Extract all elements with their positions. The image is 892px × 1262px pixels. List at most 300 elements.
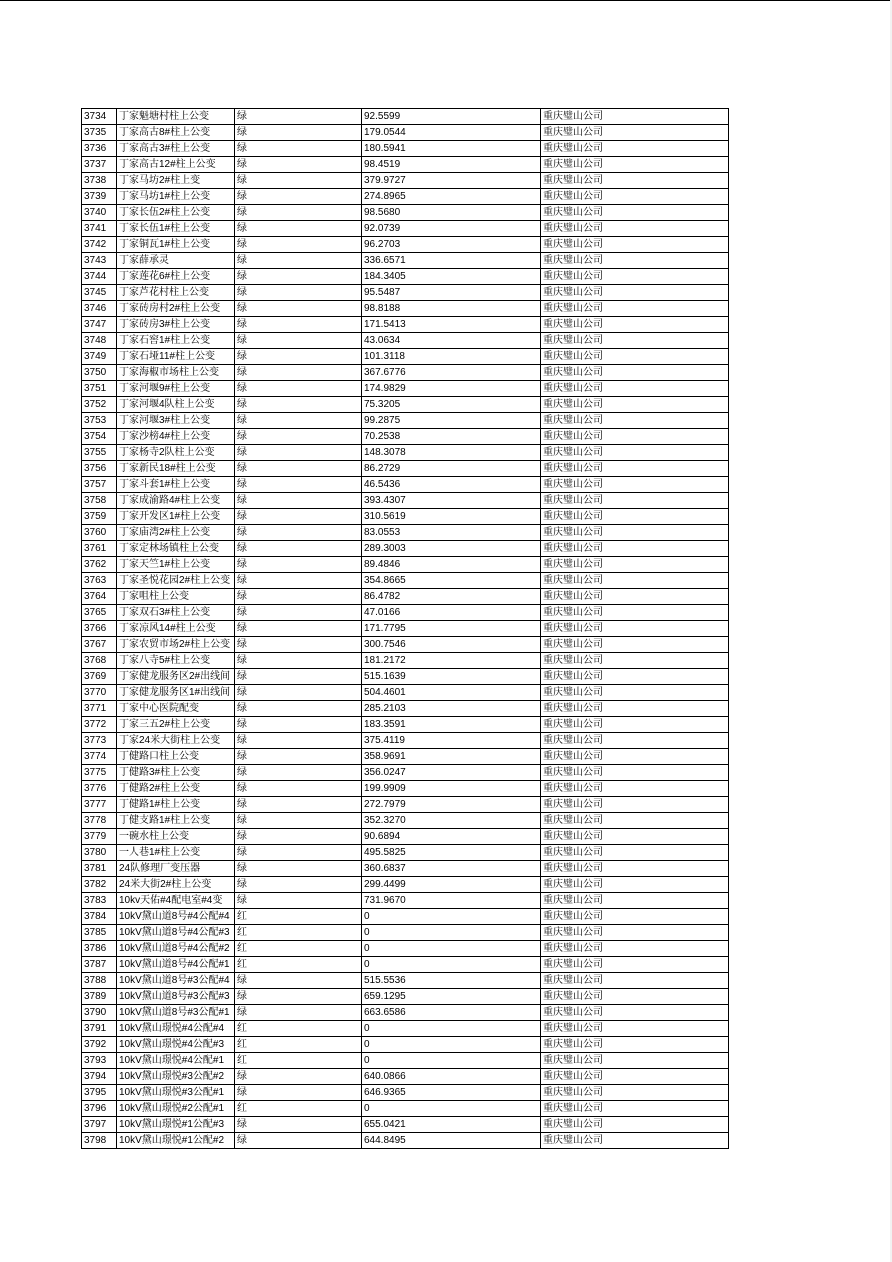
table-row [82,797,729,813]
table-row [82,1101,729,1117]
company-cell: 重庆璧山公司 [541,701,729,717]
company-cell: 重庆璧山公司 [541,669,729,685]
company-cell: 重庆璧山公司 [541,1053,729,1069]
value-cell: 379.9727 [362,173,541,189]
value-cell: 183.3591 [362,717,541,733]
value-cell: 360.6837 [362,861,541,877]
status-cell: 绿 [235,765,362,781]
row-id-cell: 3790 [82,1005,117,1021]
table-row [82,205,729,221]
company-cell: 重庆璧山公司 [541,813,729,829]
row-id-cell: 3745 [82,285,117,301]
transformer-name-cell: 丁健路1#柱上公变 [117,797,235,813]
transformer-name-cell: 10kV黛山道8号#3公配#4 [117,973,235,989]
company-cell: 重庆璧山公司 [541,461,729,477]
status-cell: 绿 [235,445,362,461]
company-cell: 重庆璧山公司 [541,749,729,765]
table-row [82,477,729,493]
transformer-name-cell: 丁家开发区1#柱上公变 [117,509,235,525]
transformer-name-cell: 丁家咀柱上公变 [117,589,235,605]
value-cell: 0 [362,925,541,941]
transformer-name-cell: 丁家石垭11#柱上公变 [117,349,235,365]
company-cell: 重庆璧山公司 [541,685,729,701]
value-cell: 86.4782 [362,589,541,605]
value-cell: 663.6586 [362,1005,541,1021]
value-cell: 336.6571 [362,253,541,269]
table-row [82,461,729,477]
value-cell: 0 [362,1101,541,1117]
company-cell: 重庆璧山公司 [541,125,729,141]
value-cell: 356.0247 [362,765,541,781]
company-cell: 重庆璧山公司 [541,477,729,493]
value-cell: 285.2103 [362,701,541,717]
value-cell: 515.5536 [362,973,541,989]
value-cell: 0 [362,909,541,925]
company-cell: 重庆璧山公司 [541,1117,729,1133]
value-cell: 310.5619 [362,509,541,525]
table-row [82,1037,729,1053]
row-id-cell: 3740 [82,205,117,221]
company-cell: 重庆璧山公司 [541,845,729,861]
transformer-name-cell: 丁家新民18#柱上公变 [117,461,235,477]
row-id-cell: 3783 [82,893,117,909]
data-table [81,108,729,1149]
row-id-cell: 3750 [82,365,117,381]
status-cell: 绿 [235,301,362,317]
company-cell: 重庆璧山公司 [541,269,729,285]
value-cell: 96.2703 [362,237,541,253]
transformer-name-cell: 丁家成渝路4#柱上公变 [117,493,235,509]
row-id-cell: 3769 [82,669,117,685]
table-row [82,637,729,653]
status-cell: 绿 [235,605,362,621]
row-id-cell: 3749 [82,349,117,365]
table-row [82,1021,729,1037]
value-cell: 86.2729 [362,461,541,477]
table-row [82,861,729,877]
table-row [82,301,729,317]
transformer-name-cell: 丁家中心医院配变 [117,701,235,717]
status-cell: 绿 [235,141,362,157]
table-row [82,285,729,301]
value-cell: 47.0166 [362,605,541,621]
status-cell: 红 [235,1021,362,1037]
table-row [82,701,729,717]
status-cell: 绿 [235,557,362,573]
value-cell: 101.3118 [362,349,541,365]
transformer-name-cell: 10kV黛山道8号#3公配#1 [117,1005,235,1021]
transformer-name-cell: 丁家河堰3#柱上公变 [117,413,235,429]
transformer-name-cell: 丁家凉风14#柱上公变 [117,621,235,637]
value-cell: 495.5825 [362,845,541,861]
transformer-name-cell: 丁家健龙服务区1#出线间 [117,685,235,701]
table-row [82,685,729,701]
company-cell: 重庆璧山公司 [541,1037,729,1053]
table-row [82,429,729,445]
company-cell: 重庆璧山公司 [541,781,729,797]
value-cell: 89.4846 [362,557,541,573]
value-cell: 640.0866 [362,1069,541,1085]
table-row [82,781,729,797]
transformer-name-cell: 丁家杨寺2队柱上公变 [117,445,235,461]
table-row [82,445,729,461]
status-cell: 绿 [235,269,362,285]
company-cell: 重庆璧山公司 [541,925,729,941]
company-cell: 重庆璧山公司 [541,381,729,397]
table-row [82,1133,729,1149]
company-cell: 重庆璧山公司 [541,157,729,173]
table-row [82,1117,729,1133]
table-row [82,237,729,253]
value-cell: 179.0544 [362,125,541,141]
table-row [82,957,729,973]
transformer-name-cell: 丁家铜瓦1#柱上公变 [117,237,235,253]
transformer-name-cell: 丁家长伍1#柱上公变 [117,221,235,237]
table-row [82,909,729,925]
value-cell: 181.2172 [362,653,541,669]
status-cell: 绿 [235,861,362,877]
value-cell: 98.5680 [362,205,541,221]
value-cell: 354.8665 [362,573,541,589]
company-cell: 重庆璧山公司 [541,765,729,781]
table-row [82,925,729,941]
table-row [82,381,729,397]
status-cell: 绿 [235,477,362,493]
status-cell: 绿 [235,589,362,605]
transformer-name-cell: 丁家沙榜4#柱上公变 [117,429,235,445]
value-cell: 0 [362,1053,541,1069]
status-cell: 绿 [235,989,362,1005]
status-cell: 绿 [235,749,362,765]
status-cell: 绿 [235,509,362,525]
status-cell: 绿 [235,1117,362,1133]
table-row [82,557,729,573]
row-id-cell: 3777 [82,797,117,813]
table-row [82,541,729,557]
transformer-name-cell: 丁家高古8#柱上公变 [117,125,235,141]
table-row [82,189,729,205]
table-row [82,141,729,157]
table-row [82,973,729,989]
company-cell: 重庆璧山公司 [541,1005,729,1021]
company-cell: 重庆璧山公司 [541,317,729,333]
transformer-name-cell: 丁家砖房3#柱上公变 [117,317,235,333]
company-cell: 重庆璧山公司 [541,1085,729,1101]
status-cell: 绿 [235,493,362,509]
row-id-cell: 3752 [82,397,117,413]
row-id-cell: 3792 [82,1037,117,1053]
company-cell: 重庆璧山公司 [541,893,729,909]
value-cell: 0 [362,957,541,973]
row-id-cell: 3764 [82,589,117,605]
table-row [82,173,729,189]
row-id-cell: 3768 [82,653,117,669]
row-id-cell: 3776 [82,781,117,797]
row-id-cell: 3759 [82,509,117,525]
company-cell: 重庆璧山公司 [541,189,729,205]
row-id-cell: 3744 [82,269,117,285]
value-cell: 46.5436 [362,477,541,493]
value-cell: 367.6776 [362,365,541,381]
company-cell: 重庆璧山公司 [541,829,729,845]
company-cell: 重庆璧山公司 [541,797,729,813]
value-cell: 99.2875 [362,413,541,429]
row-id-cell: 3767 [82,637,117,653]
status-cell: 绿 [235,621,362,637]
company-cell: 重庆璧山公司 [541,557,729,573]
company-cell: 重庆璧山公司 [541,301,729,317]
status-cell: 绿 [235,973,362,989]
transformer-name-cell: 24米大街2#柱上公变 [117,877,235,893]
table-row [82,1069,729,1085]
table-row [82,1053,729,1069]
row-id-cell: 3796 [82,1101,117,1117]
value-cell: 289.3003 [362,541,541,557]
transformer-name-cell: 丁家莲花6#柱上公变 [117,269,235,285]
table-row [82,605,729,621]
table-row [82,893,729,909]
transformer-name-cell: 丁家河堰4队柱上公变 [117,397,235,413]
value-cell: 98.8188 [362,301,541,317]
status-cell: 绿 [235,365,362,381]
company-cell: 重庆璧山公司 [541,573,729,589]
transformer-name-cell: 丁家马坊2#柱上变 [117,173,235,189]
transformer-name-cell: 丁家芦花村柱上公变 [117,285,235,301]
table-row [82,317,729,333]
table-row [82,397,729,413]
company-cell: 重庆璧山公司 [541,941,729,957]
table-row [82,589,729,605]
transformer-name-cell: 10kV黛山璟悦#4公配#4 [117,1021,235,1037]
company-cell: 重庆璧山公司 [541,717,729,733]
row-id-cell: 3787 [82,957,117,973]
row-id-cell: 3760 [82,525,117,541]
transformer-name-cell: 丁家砖房村2#柱上公变 [117,301,235,317]
row-id-cell: 3794 [82,1069,117,1085]
table-row [82,749,729,765]
company-cell: 重庆璧山公司 [541,1101,729,1117]
transformer-name-cell: 丁家魁塘村柱上公变 [117,109,235,125]
status-cell: 绿 [235,797,362,813]
status-cell: 红 [235,925,362,941]
table-row [82,989,729,1005]
row-id-cell: 3753 [82,413,117,429]
transformer-name-cell: 丁家健龙服务区2#出线间 [117,669,235,685]
table-row [82,253,729,269]
value-cell: 655.0421 [362,1117,541,1133]
company-cell: 重庆璧山公司 [541,605,729,621]
company-cell: 重庆璧山公司 [541,525,729,541]
company-cell: 重庆璧山公司 [541,509,729,525]
status-cell: 绿 [235,525,362,541]
company-cell: 重庆璧山公司 [541,141,729,157]
company-cell: 重庆璧山公司 [541,397,729,413]
table-row [82,573,729,589]
transformer-name-cell: 10kV黛山璟悦#1公配#3 [117,1117,235,1133]
row-id-cell: 3771 [82,701,117,717]
row-id-cell: 3762 [82,557,117,573]
row-id-cell: 3758 [82,493,117,509]
transformer-name-cell: 丁家薛承灵 [117,253,235,269]
row-id-cell: 3795 [82,1085,117,1101]
row-id-cell: 3743 [82,253,117,269]
value-cell: 92.5599 [362,109,541,125]
status-cell: 红 [235,957,362,973]
status-cell: 绿 [235,685,362,701]
status-cell: 绿 [235,109,362,125]
value-cell: 375.4119 [362,733,541,749]
row-id-cell: 3736 [82,141,117,157]
status-cell: 绿 [235,333,362,349]
status-cell: 红 [235,1101,362,1117]
status-cell: 绿 [235,285,362,301]
company-cell: 重庆璧山公司 [541,733,729,749]
row-id-cell: 3766 [82,621,117,637]
status-cell: 红 [235,909,362,925]
transformer-name-cell: 丁家八寺5#柱上公变 [117,653,235,669]
value-cell: 83.0553 [362,525,541,541]
row-id-cell: 3748 [82,333,117,349]
company-cell: 重庆璧山公司 [541,349,729,365]
status-cell: 绿 [235,237,362,253]
value-cell: 95.5487 [362,285,541,301]
transformer-name-cell: 10kV黛山道8号#4公配#1 [117,957,235,973]
transformer-name-cell: 丁家马坊1#柱上公变 [117,189,235,205]
value-cell: 659.1295 [362,989,541,1005]
row-id-cell: 3774 [82,749,117,765]
value-cell: 299.4499 [362,877,541,893]
value-cell: 0 [362,1037,541,1053]
status-cell: 绿 [235,173,362,189]
status-cell: 绿 [235,653,362,669]
row-id-cell: 3786 [82,941,117,957]
value-cell: 184.3405 [362,269,541,285]
status-cell: 绿 [235,461,362,477]
company-cell: 重庆璧山公司 [541,973,729,989]
status-cell: 绿 [235,413,362,429]
row-id-cell: 3770 [82,685,117,701]
status-cell: 绿 [235,829,362,845]
transformer-name-cell: 10kV黛山璟悦#4公配#3 [117,1037,235,1053]
table-row [82,621,729,637]
row-id-cell: 3797 [82,1117,117,1133]
company-cell: 重庆璧山公司 [541,285,729,301]
row-id-cell: 3788 [82,973,117,989]
status-cell: 绿 [235,781,362,797]
transformer-name-cell: 10kV黛山璟悦#4公配#1 [117,1053,235,1069]
company-cell: 重庆璧山公司 [541,861,729,877]
table-row [82,157,729,173]
company-cell: 重庆璧山公司 [541,1069,729,1085]
status-cell: 红 [235,941,362,957]
value-cell: 171.7795 [362,621,541,637]
row-id-cell: 3785 [82,925,117,941]
company-cell: 重庆璧山公司 [541,205,729,221]
value-cell: 515.1639 [362,669,541,685]
row-id-cell: 3739 [82,189,117,205]
transformer-name-cell: 丁家三五2#柱上公变 [117,717,235,733]
status-cell: 绿 [235,381,362,397]
row-id-cell: 3789 [82,989,117,1005]
value-cell: 352.3270 [362,813,541,829]
status-cell: 绿 [235,701,362,717]
company-cell: 重庆璧山公司 [541,333,729,349]
transformer-name-cell: 丁家斗套1#柱上公变 [117,477,235,493]
company-cell: 重庆璧山公司 [541,253,729,269]
company-cell: 重庆璧山公司 [541,1021,729,1037]
company-cell: 重庆璧山公司 [541,1133,729,1149]
page-top-border [0,0,892,1]
row-id-cell: 3751 [82,381,117,397]
company-cell: 重庆璧山公司 [541,173,729,189]
company-cell: 重庆璧山公司 [541,221,729,237]
transformer-name-cell: 10kV黛山璟悦#2公配#1 [117,1101,235,1117]
status-cell: 绿 [235,317,362,333]
transformer-name-cell: 丁家庙湾2#柱上公变 [117,525,235,541]
row-id-cell: 3791 [82,1021,117,1037]
company-cell: 重庆璧山公司 [541,365,729,381]
value-cell: 174.9829 [362,381,541,397]
transformer-name-cell: 丁家高古3#柱上公变 [117,141,235,157]
table-row [82,333,729,349]
row-id-cell: 3738 [82,173,117,189]
company-cell: 重庆璧山公司 [541,445,729,461]
value-cell: 148.3078 [362,445,541,461]
status-cell: 绿 [235,429,362,445]
table-row [82,413,729,429]
company-cell: 重庆璧山公司 [541,429,729,445]
value-cell: 0 [362,1021,541,1037]
value-cell: 180.5941 [362,141,541,157]
status-cell: 绿 [235,813,362,829]
status-cell: 绿 [235,877,362,893]
status-cell: 绿 [235,125,362,141]
transformer-name-cell: 丁健支路1#柱上公变 [117,813,235,829]
company-cell: 重庆璧山公司 [541,237,729,253]
row-id-cell: 3781 [82,861,117,877]
transformer-name-cell: 丁家石窖1#柱上公变 [117,333,235,349]
status-cell: 绿 [235,845,362,861]
company-cell: 重庆璧山公司 [541,589,729,605]
row-id-cell: 3784 [82,909,117,925]
status-cell: 绿 [235,637,362,653]
status-cell: 绿 [235,205,362,221]
transformer-name-cell: 10kV黛山璟悦#3公配#1 [117,1085,235,1101]
row-id-cell: 3757 [82,477,117,493]
row-id-cell: 3793 [82,1053,117,1069]
row-id-cell: 3779 [82,829,117,845]
value-cell: 43.0634 [362,333,541,349]
transformer-name-cell: 丁家高古12#柱上公变 [117,157,235,173]
table-row [82,941,729,957]
status-cell: 红 [235,1037,362,1053]
transformer-name-cell: 一碗水柱上公变 [117,829,235,845]
transformer-name-cell: 丁家天竺1#柱上公变 [117,557,235,573]
company-cell: 重庆璧山公司 [541,493,729,509]
value-cell: 0 [362,941,541,957]
row-id-cell: 3742 [82,237,117,253]
table-row [82,813,729,829]
company-cell: 重庆璧山公司 [541,909,729,925]
table-row [82,717,729,733]
value-cell: 300.7546 [362,637,541,653]
table-row [82,493,729,509]
status-cell: 绿 [235,717,362,733]
table-row [82,829,729,845]
table-row [82,845,729,861]
table-row [82,525,729,541]
row-id-cell: 3765 [82,605,117,621]
